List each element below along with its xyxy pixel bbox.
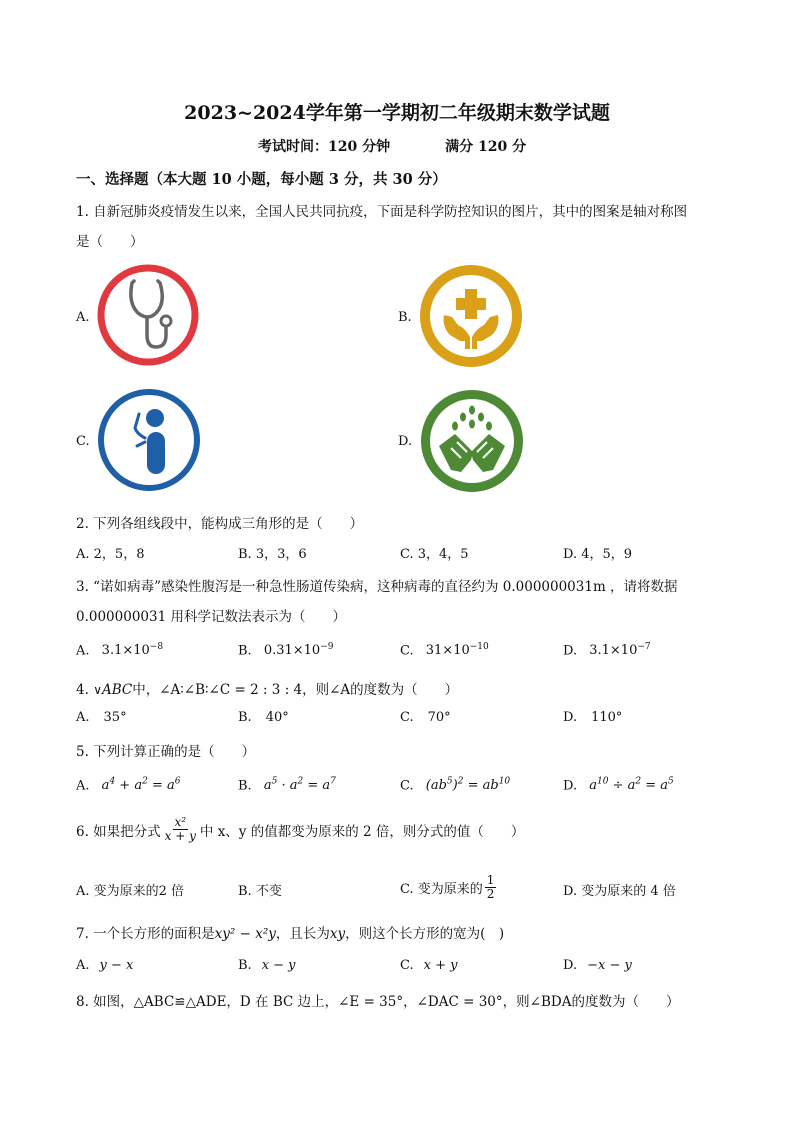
q4-option-a bbox=[76, 710, 127, 725]
q2-option-c: C. 3，4，5 bbox=[400, 547, 469, 562]
option-label: D. bbox=[563, 710, 578, 725]
q2-option-d: D. 4，5，9 bbox=[563, 547, 633, 562]
q4-stem bbox=[76, 678, 458, 698]
q4-stem-rest: 中，∠A∶∠B∶∠C = 2 : 3 : 4，则∠A的度数为（ ） bbox=[132, 682, 459, 698]
q5-c-expression: $(ab^5)^2 = ab^{10}$ bbox=[425, 777, 511, 794]
q7-length: xy bbox=[329, 926, 346, 942]
q5-option-a bbox=[76, 777, 180, 793]
q5-d-expression: $a^{10} \div a^2 = a^5$ bbox=[589, 777, 674, 794]
q5-b-expression: $a^5 \cdot a^2 = a^7$ bbox=[263, 777, 336, 794]
q3-option-a bbox=[76, 642, 163, 658]
option-label: B. bbox=[238, 778, 252, 794]
q7-stem bbox=[76, 922, 504, 942]
q3-option-c bbox=[400, 642, 489, 658]
q7-area: xy² − x²y bbox=[214, 926, 276, 942]
section-heading: 一、选择题（本大题 10 小题，每小题 3 分，共 30 分） bbox=[76, 171, 447, 188]
q7-option-a bbox=[76, 958, 133, 973]
q3-a-mantissa: 3.1×10 bbox=[101, 643, 150, 659]
option-label: B. bbox=[238, 958, 252, 973]
q1-stem-line1: 1. 自新冠肺炎疫情发生以来，全国人民共同抗疫，下面是科学防控知识的图片，其中的图案是轴对称图 bbox=[76, 204, 688, 220]
q6-stem bbox=[76, 816, 524, 843]
hands-cross-icon bbox=[420, 265, 522, 367]
q6-c-text: C. 变为原来的 bbox=[400, 882, 483, 898]
q6-fraction bbox=[163, 816, 198, 843]
q7-option-b bbox=[238, 958, 296, 973]
page-title: 2023~2024学年第一学期初二年级期末数学试题 bbox=[184, 102, 610, 124]
q1-option-c-label: C. bbox=[76, 434, 90, 449]
q7-stem-c: ，则这个长方形的宽为( ) bbox=[345, 926, 505, 942]
q4-option-c bbox=[400, 710, 451, 725]
option-label: A. bbox=[76, 778, 90, 794]
q1-option-d-label: D. bbox=[398, 434, 413, 449]
q4-c-value: 70° bbox=[427, 710, 451, 725]
q5-option-c bbox=[400, 777, 510, 793]
q6-option-b: B. 不变 bbox=[238, 884, 282, 899]
q3-option-d bbox=[563, 642, 651, 658]
q6-stem-a: 6. 如果把分式 bbox=[76, 823, 161, 840]
q6-option-a: A. 变为原来的2 倍 bbox=[76, 884, 185, 899]
q6-c-denominator: 2 bbox=[486, 887, 495, 902]
q7-stem-a: 7. 一个长方形的面积是 bbox=[76, 926, 215, 942]
q6-fraction-numerator: x² bbox=[174, 815, 187, 829]
q3-option-b bbox=[238, 642, 334, 658]
q7-a-value: y − x bbox=[99, 958, 134, 973]
stethoscope-icon bbox=[96, 263, 200, 367]
hand-washing-icon bbox=[421, 390, 523, 492]
q4-number: 4. bbox=[76, 682, 89, 698]
q6-option-d: D. 变为原来的 4 倍 bbox=[563, 884, 676, 899]
q1-option-b-label: B. bbox=[398, 310, 412, 325]
q5-stem: 5. 下列计算正确的是（ ） bbox=[76, 744, 256, 760]
q6-stem-b: 中 x、y 的值都变为原来的 2 倍，则分式的值（ ） bbox=[199, 823, 525, 840]
q4-option-d bbox=[563, 710, 622, 725]
option-label: A. bbox=[76, 958, 90, 973]
q4-triangle-name: ABC bbox=[101, 682, 133, 698]
q5-option-b bbox=[238, 777, 336, 793]
q7-stem-b: ，且长为 bbox=[275, 926, 330, 942]
q6-fraction-denominator: x + y bbox=[164, 829, 196, 844]
q3-b-exponent: −9 bbox=[320, 642, 334, 652]
q6-option-c bbox=[400, 874, 498, 901]
q3-stem-line1: 3. “诺如病毒”感染性腹泻是一种急性肠道传染病，这种病毒的直径约为 0.000000031m ，请将数据 bbox=[76, 579, 678, 595]
q3-a-exponent: −8 bbox=[149, 642, 164, 652]
q4-option-b bbox=[238, 710, 289, 725]
q6-c-fraction bbox=[485, 874, 497, 901]
q7-c-value: x + y bbox=[423, 958, 458, 973]
option-label: C. bbox=[400, 958, 414, 973]
q2-option-b: B. 3，3，6 bbox=[238, 547, 307, 562]
option-label: D. bbox=[563, 778, 578, 794]
q5-a-expression: $a^4 + a^2 = a^6$ bbox=[101, 777, 181, 794]
q4-b-value: 40° bbox=[265, 710, 289, 725]
option-label: D. bbox=[563, 958, 578, 973]
triangle-symbol: ∨ bbox=[93, 683, 102, 697]
option-label: B. bbox=[238, 710, 252, 725]
option-label: A. bbox=[76, 643, 90, 659]
q7-option-d bbox=[563, 958, 632, 973]
q2-stem: 2. 下列各组线段中，能构成三角形的是（ ） bbox=[76, 516, 364, 532]
q7-b-value: x − y bbox=[261, 958, 296, 973]
exam-info bbox=[258, 136, 526, 156]
q3-stem-line2: 0.000000031 用科学记数法表示为（ ） bbox=[76, 609, 346, 625]
q3-b-mantissa: 0.31×10 bbox=[263, 643, 321, 659]
q2-option-a: A. 2，5，8 bbox=[76, 547, 145, 562]
q5-option-d bbox=[563, 777, 674, 793]
q3-d-exponent: −7 bbox=[637, 642, 651, 652]
q4-d-value: 110° bbox=[591, 710, 623, 725]
q1-option-a-label: A. bbox=[76, 310, 90, 325]
q1-stem-line2: 是（ ） bbox=[76, 234, 144, 250]
option-label: C. bbox=[400, 710, 414, 725]
q3-d-mantissa: 3.1×10 bbox=[589, 643, 638, 659]
option-label: A. bbox=[76, 710, 90, 725]
option-label: C. bbox=[400, 778, 414, 794]
exam-time: 考试时间：120 分钟 bbox=[258, 139, 391, 155]
q6-c-numerator: 1 bbox=[486, 873, 495, 887]
q3-c-exponent: −10 bbox=[469, 642, 489, 652]
q7-d-value: −x − y bbox=[587, 958, 632, 973]
option-label: D. bbox=[563, 643, 578, 659]
q3-c-mantissa: 31×10 bbox=[425, 643, 470, 659]
person-info-icon bbox=[97, 388, 201, 492]
option-label: B. bbox=[238, 643, 252, 659]
q4-a-value: 35° bbox=[103, 710, 127, 725]
option-label: C. bbox=[400, 643, 414, 659]
q8-stem: 8. 如图，△ABC≌△ADE，D 在 BC 边上，∠E = 35°，∠DAC = 30°，则∠BDA的度数为（ ） bbox=[76, 994, 680, 1010]
q7-option-c bbox=[400, 958, 457, 973]
exam-full-score: 满分 120 分 bbox=[445, 139, 527, 155]
